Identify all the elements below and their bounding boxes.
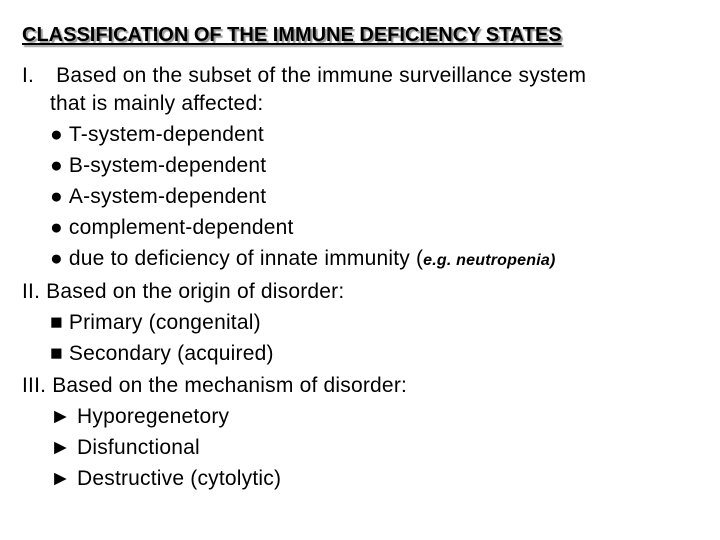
bullet-dot-icon: ● — [50, 216, 63, 239]
list-item-text: Hyporegenetory — [77, 405, 230, 428]
list-item — [50, 338, 274, 369]
bullet-dot-icon: ● — [50, 154, 63, 177]
section-3-heading-text: Based on the mechanism of disorder: — [52, 374, 408, 397]
section-1-heading — [22, 60, 586, 91]
bullet-triangle-icon: ► — [50, 467, 71, 490]
list-item — [50, 119, 264, 150]
list-item-text: Disfunctional — [77, 436, 200, 459]
bullet-dot-icon: ● — [50, 247, 63, 270]
section-3-numeral: III. — [22, 374, 47, 397]
bullet-dot-icon: ● — [50, 123, 63, 146]
list-item-text: due to deficiency of innate immunity ( — [68, 247, 424, 270]
bullet-triangle-icon: ► — [50, 405, 71, 428]
list-item — [50, 150, 266, 181]
section-2-heading — [22, 276, 344, 307]
list-item — [50, 181, 266, 212]
list-item-note: e.g. neutropenia) — [423, 252, 556, 269]
list-item — [50, 432, 200, 463]
list-item-text: Secondary (acquired) — [68, 342, 274, 365]
list-item-text: T-system-dependent — [68, 123, 264, 146]
list-item-text: complement-dependent — [68, 216, 294, 239]
list-item — [50, 463, 281, 494]
bullet-square-icon: ■ — [50, 311, 63, 334]
section-3-heading — [22, 370, 407, 401]
list-item-text: A-system-dependent — [68, 185, 267, 208]
section-2-numeral: II. — [22, 280, 41, 303]
section-1-heading-line2: that is mainly affected: — [50, 92, 264, 115]
list-item-text: B-system-dependent — [68, 154, 267, 177]
list-item-text: Primary (congenital) — [68, 311, 261, 334]
section-1-heading-line1: Based on the subset of the immune surveillance system — [56, 64, 587, 87]
section-1-heading-cont — [50, 88, 263, 119]
list-item — [50, 307, 261, 338]
bullet-dot-icon: ● — [50, 185, 63, 208]
list-item — [50, 212, 294, 243]
list-item — [50, 243, 555, 276]
section-2-heading-text: Based on the origin of disorder: — [46, 280, 345, 303]
list-item-text: Destructive (cytolytic) — [77, 467, 282, 490]
section-1-numeral: I. — [22, 64, 35, 87]
list-item — [50, 401, 229, 432]
bullet-square-icon: ■ — [50, 342, 63, 365]
slide-title: CLASSIFICATION OF THE IMMUNE DEFICIENCY STATES — [22, 24, 562, 46]
bullet-triangle-icon: ► — [50, 436, 71, 459]
